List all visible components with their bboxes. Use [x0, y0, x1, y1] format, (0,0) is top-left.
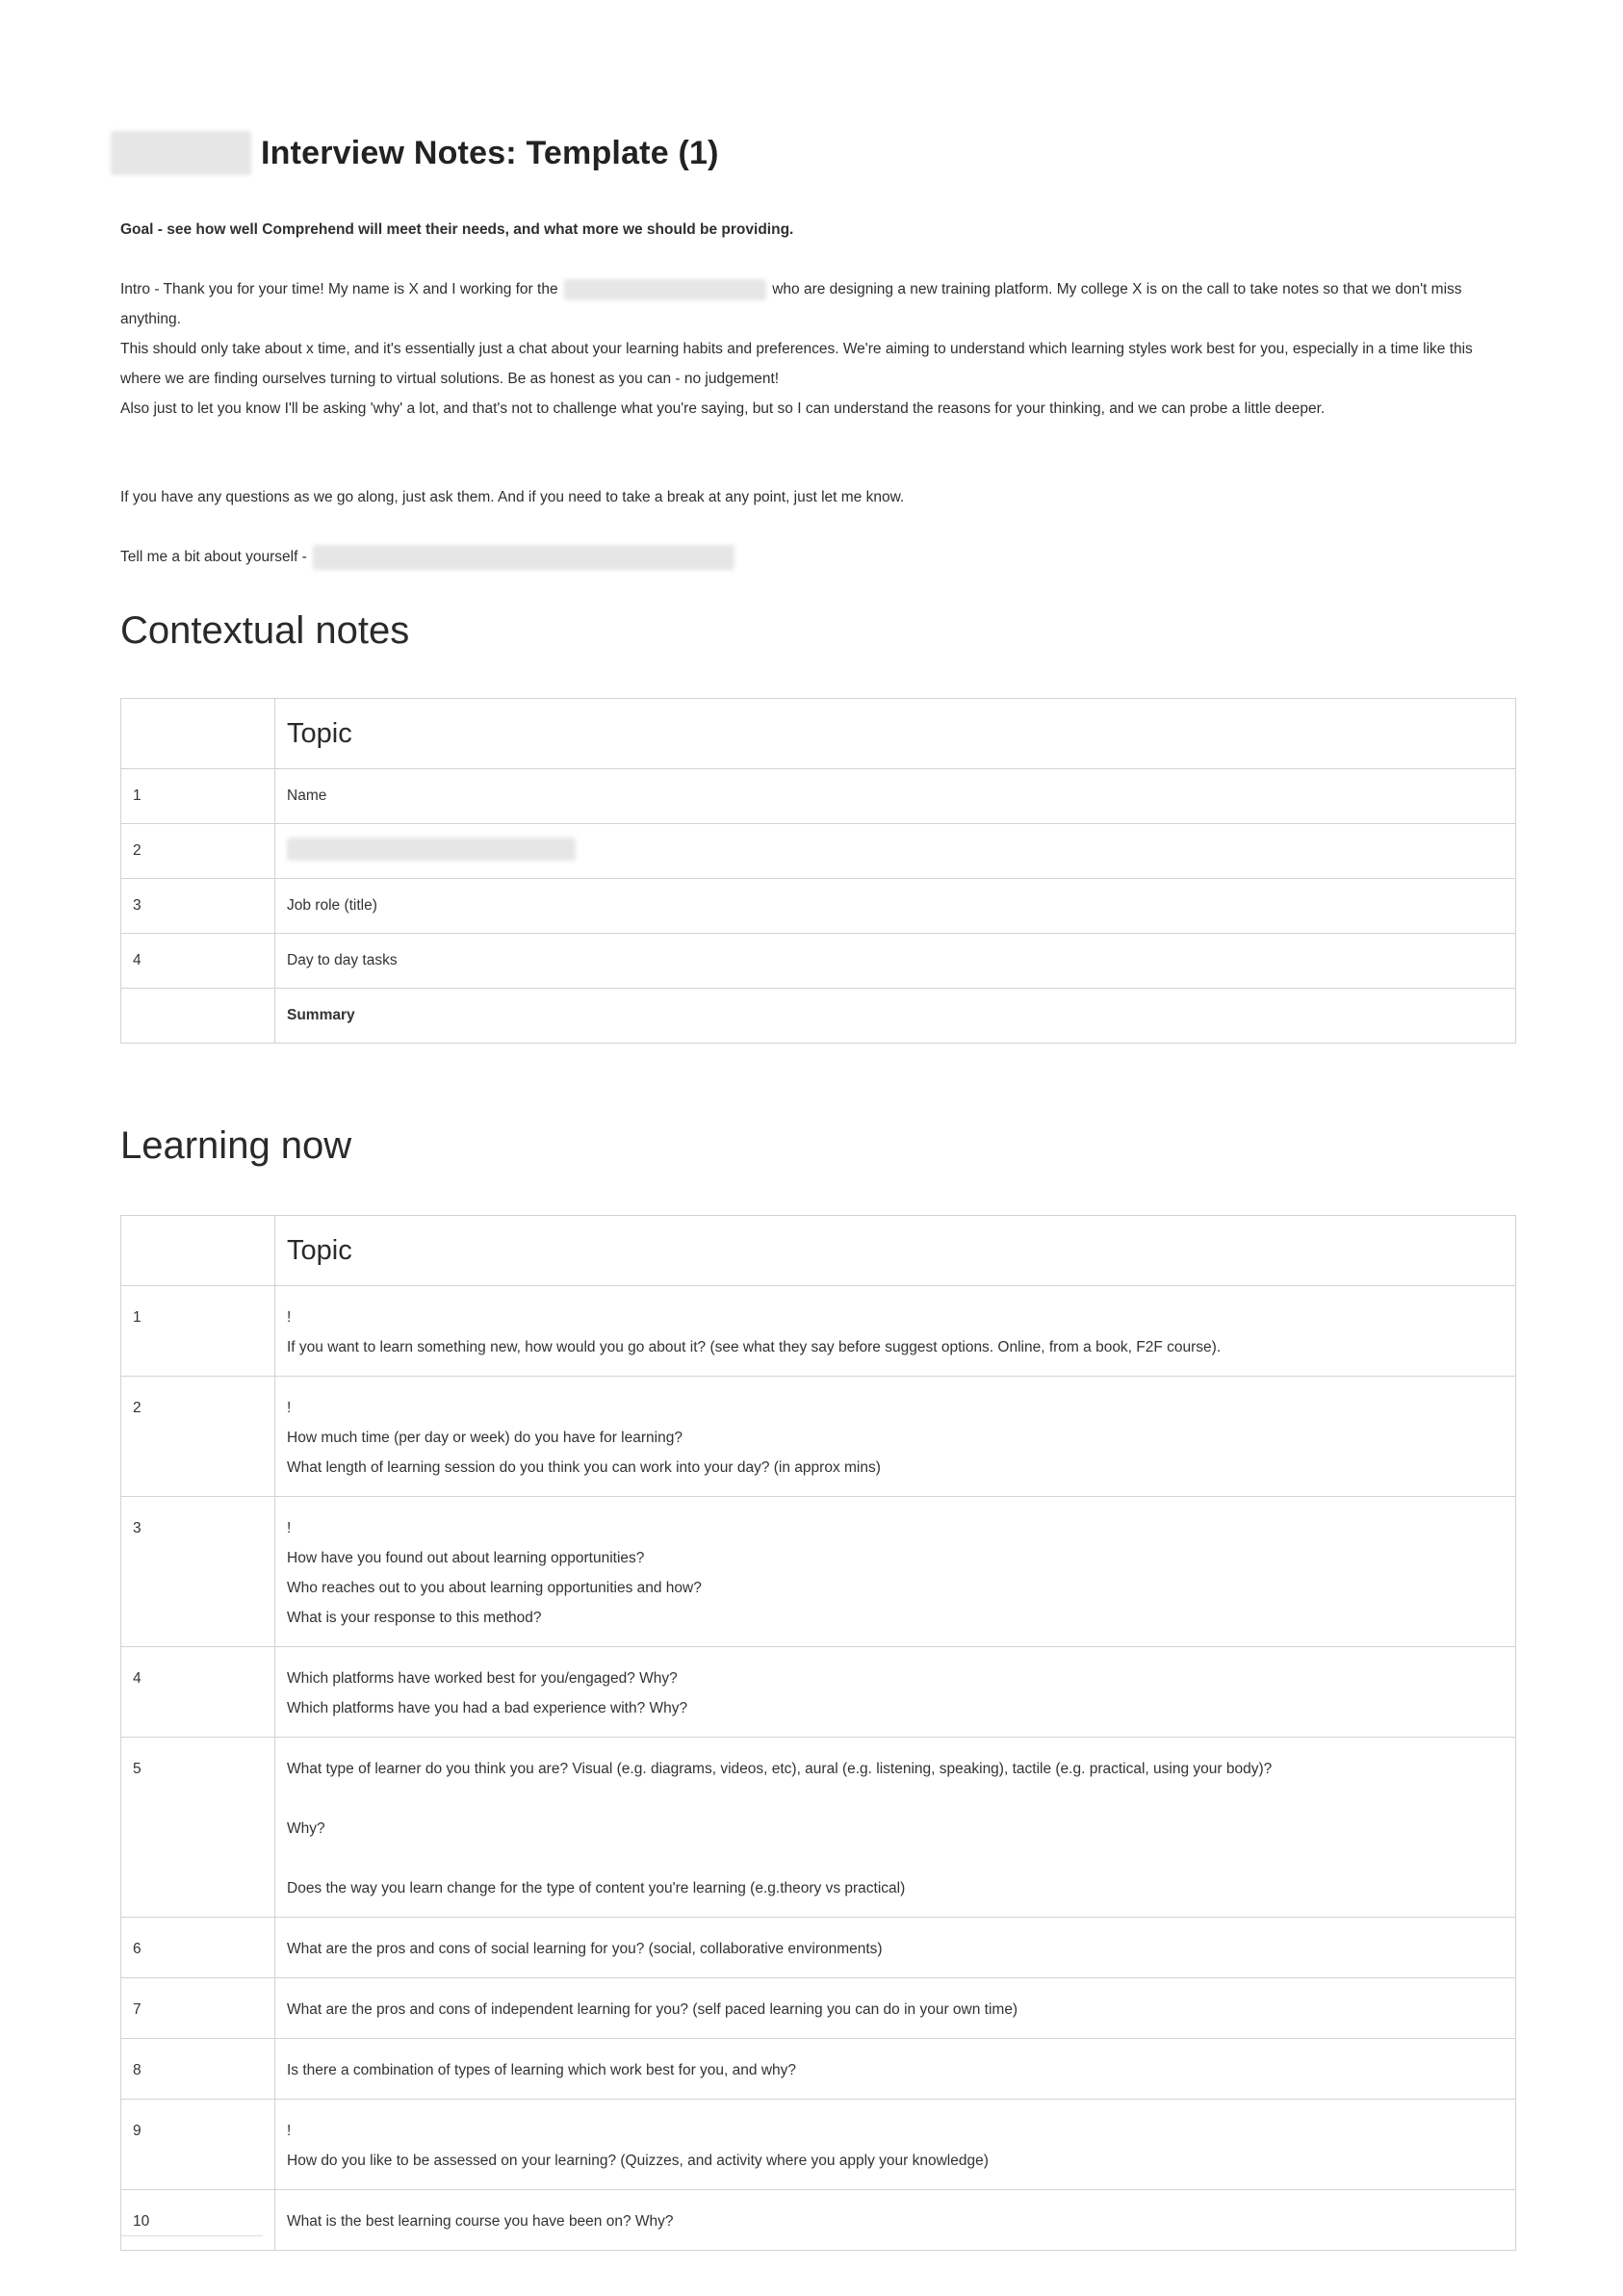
question-line: Which platforms have worked best for you/engaged? Why?	[287, 1670, 678, 1687]
row-number: 2	[121, 1377, 275, 1497]
row-number: 10	[121, 2190, 275, 2251]
question-line: Why?	[287, 1820, 325, 1837]
row-number: 4	[121, 1647, 275, 1738]
row-number: 5	[121, 1738, 275, 1918]
line-gap	[287, 1784, 1504, 1814]
redacted-about-block	[313, 545, 734, 570]
row-number: 4	[121, 934, 275, 989]
question-line: What is the best learning course you have been on? Why?	[287, 2213, 674, 2230]
questions-note: If you have any questions as we go along, just ask them. And if you need to take a break at any point, just let me know.	[120, 489, 905, 505]
row-questions	[275, 1738, 1516, 1918]
question-line: What is your response to this method?	[287, 1610, 542, 1626]
row-number: 3	[121, 879, 275, 934]
topic-header: Topic	[275, 699, 1516, 769]
row-topic: Day to day tasks	[275, 934, 1516, 989]
table-row	[121, 934, 1516, 989]
intro-line-1	[120, 274, 1511, 334]
row-number: 7	[121, 1978, 275, 2039]
intro-paragraph	[120, 274, 1511, 424]
row-questions	[275, 1647, 1516, 1738]
question-line: What are the pros and cons of social learning for you? (social, collaborative environments)	[287, 1941, 883, 1957]
question-line: How much time (per day or week) do you have for learning?	[287, 1430, 683, 1446]
row-number: 6	[121, 1918, 275, 1978]
row-questions	[275, 1377, 1516, 1497]
row-questions	[275, 2039, 1516, 2100]
table-row	[121, 1286, 1516, 1377]
table-row	[121, 769, 1516, 824]
table-row	[121, 2039, 1516, 2100]
redacted-topic-block	[287, 838, 576, 861]
row-questions	[275, 1918, 1516, 1978]
row-questions	[275, 2100, 1516, 2190]
question-line: Which platforms have you had a bad experience with? Why?	[287, 1700, 688, 1716]
question-line: What type of learner do you think you are? Visual (e.g. diagrams, videos, etc), aural (e.g. listening, speaking), tactile (e.g. practical, using your body)?	[287, 1761, 1273, 1777]
intro-line-1-start: Intro - Thank you for your time! My name is X and I working for the	[120, 281, 558, 297]
table-row	[121, 989, 1516, 1044]
question-line: How do you like to be assessed on your learning? (Quizzes, and activity where you apply your knowledge)	[287, 2153, 989, 2169]
question-line: Does the way you learn change for the type of content you're learning (e.g.theory vs practical)	[287, 1880, 906, 1896]
contextual-notes-heading: Contextual notes	[120, 609, 410, 652]
table-row	[121, 1647, 1516, 1738]
goal-text: Goal - see how well Comprehend will meet their needs, and what more we should be providing.	[120, 221, 794, 238]
row-questions	[275, 1497, 1516, 1647]
row-questions	[275, 2190, 1516, 2251]
table-row	[121, 1978, 1516, 2039]
row-questions	[275, 1286, 1516, 1377]
row-topic-redacted	[275, 824, 1516, 879]
table-row	[121, 879, 1516, 934]
question-line: !	[287, 1309, 292, 1326]
question-line: How have you found out about learning opportunities?	[287, 1550, 645, 1566]
title-row	[111, 129, 719, 177]
redacted-org-block	[564, 279, 766, 300]
question-line: What are the pros and cons of independent learning for you? (self paced learning you can do in your own time)	[287, 2001, 1018, 2018]
row-topic: Name	[275, 769, 1516, 824]
question-line: If you want to learn something new, how would you go about it? (see what they say before suggest options. Online, from a book, F2F course).	[287, 1339, 1222, 1355]
table-header-row	[121, 699, 1516, 769]
footer-divider	[120, 2235, 263, 2236]
redacted-name-block	[111, 131, 251, 175]
table-row	[121, 1377, 1516, 1497]
learning-now-table	[120, 1215, 1516, 2251]
table-row	[121, 824, 1516, 879]
tell-me-line	[120, 542, 1511, 572]
row-number: 2	[121, 824, 275, 879]
intro-line-2: This should only take about x time, and it's essentially just a chat about your learning habits and preferences. We're aiming to understand which learning styles work best for you, especially in a time like this where we are finding ourselves turning to virtual solutions. Be as honest as you can - no judgement!	[120, 341, 1473, 387]
row-summary: Summary	[275, 989, 1516, 1044]
row-number: 1	[121, 1286, 275, 1377]
line-gap	[287, 1844, 1504, 1873]
row-number: 1	[121, 769, 275, 824]
question-line: !	[287, 2123, 292, 2139]
table-row	[121, 1497, 1516, 1647]
row-topic: Job role (title)	[275, 879, 1516, 934]
row-number: 9	[121, 2100, 275, 2190]
table-row	[121, 1918, 1516, 1978]
page-title: Interview Notes: Template (1)	[261, 134, 719, 171]
tell-me-text: Tell me a bit about yourself -	[120, 549, 307, 565]
row-number: 3	[121, 1497, 275, 1647]
intro-line-3: Also just to let you know I'll be asking 'why' a lot, and that's not to challenge what you're saying, but so I can understand the reasons for your thinking, and we can probe a little deeper.	[120, 400, 1326, 417]
intro-line-1-end: who are designing a new training platform. My college X is on the call to take notes so that we don't miss anything.	[120, 281, 1462, 327]
question-line: Who reaches out to you about learning opportunities and how?	[287, 1580, 702, 1596]
table-row	[121, 1738, 1516, 1918]
row-questions	[275, 1978, 1516, 2039]
question-line: !	[287, 1400, 292, 1416]
question-line: Is there a combination of types of learning which work best for you, and why?	[287, 2062, 797, 2078]
table-row	[121, 2100, 1516, 2190]
topic-header: Topic	[275, 1216, 1516, 1286]
row-number	[121, 989, 275, 1044]
table-row	[121, 2190, 1516, 2251]
question-line: What length of learning session do you think you can work into your day? (in approx mins)	[287, 1459, 881, 1476]
header-number-cell	[121, 699, 275, 769]
question-line: !	[287, 1520, 292, 1536]
contextual-notes-table	[120, 698, 1516, 1044]
header-number-cell	[121, 1216, 275, 1286]
learning-now-heading: Learning now	[120, 1124, 352, 1167]
row-number: 8	[121, 2039, 275, 2100]
table-header-row	[121, 1216, 1516, 1286]
